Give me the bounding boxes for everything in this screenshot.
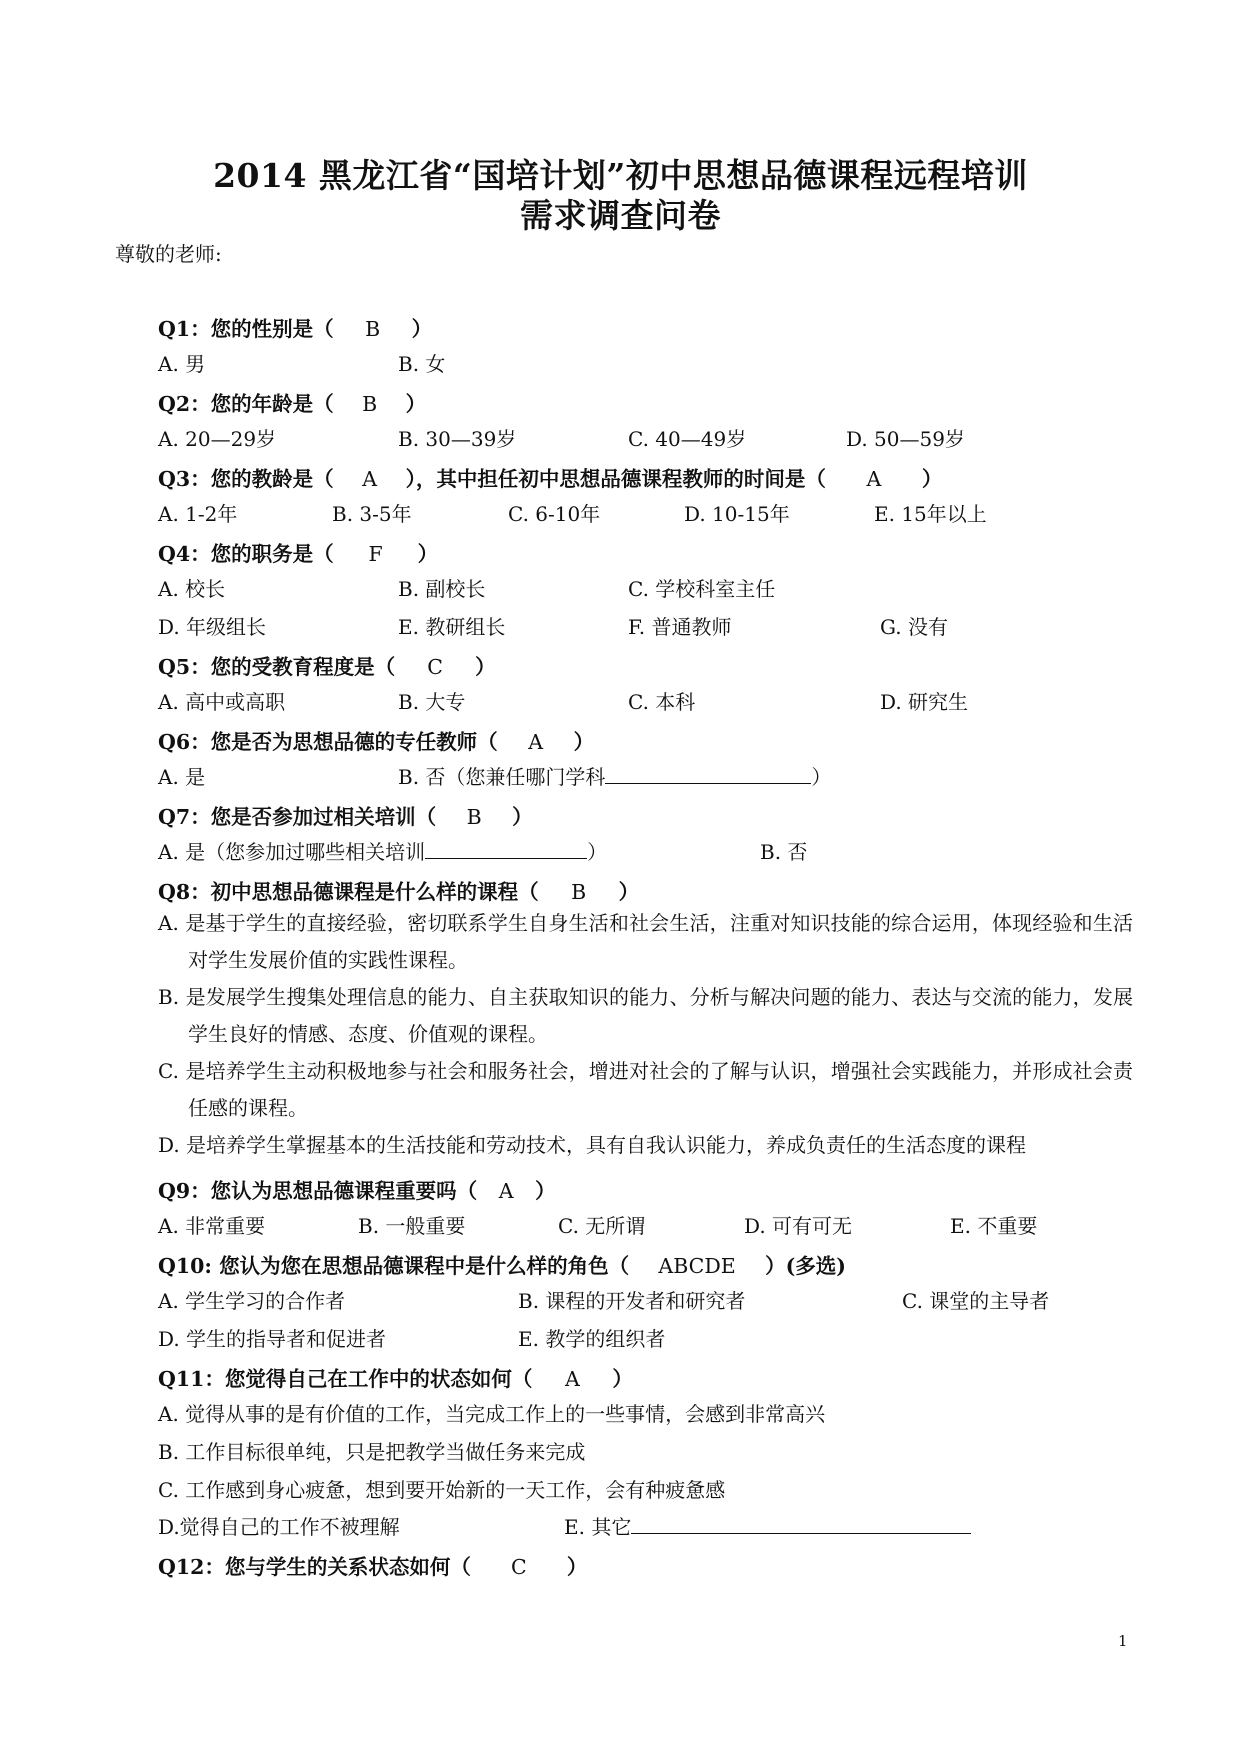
other-fill-blank[interactable]	[631, 1511, 971, 1534]
option-b: B. 3-5年	[332, 502, 412, 526]
question-7-options	[158, 836, 1158, 866]
option-e: E. 15年以上	[874, 502, 987, 526]
answer-value: B	[362, 392, 378, 416]
option-e	[564, 1511, 971, 1540]
question-close: ）(多选)	[765, 1254, 846, 1278]
question-9-options	[158, 1210, 1158, 1240]
question-text: Q2：您的年龄是（	[158, 392, 334, 416]
option-f: F. 普通教师	[628, 615, 732, 639]
question-text: Q3：您的教龄是（	[158, 467, 334, 491]
option-a-close: ）	[587, 840, 608, 864]
option-b: B. 女	[398, 352, 446, 376]
answer-value: A	[564, 1367, 580, 1391]
option-d: D. 10-15年	[684, 502, 790, 526]
option-d: D.觉得自己的工作不被理解	[158, 1515, 400, 1539]
question-close: ）	[921, 467, 943, 491]
question-text: Q1：您的性别是（	[158, 317, 334, 341]
option-b: B. 课程的开发者和研究者	[518, 1289, 746, 1313]
option-a-text: A. 是（您参加过哪些相关培训	[158, 840, 426, 864]
question-close: ）	[475, 655, 496, 679]
option-d: D. 50—59岁	[846, 427, 965, 451]
option-b: B. 30—39岁	[398, 427, 517, 451]
question-8-options	[158, 905, 1133, 1164]
question-close: ）	[618, 880, 640, 904]
question-4	[158, 537, 438, 567]
question-10-options-row-1	[158, 1285, 1158, 1315]
question-close: ）	[411, 317, 433, 341]
training-fill-blank[interactable]	[425, 836, 587, 859]
option-d: D. 年级组长	[158, 615, 267, 639]
option-e-text: E. 其它	[564, 1515, 632, 1539]
option-a: A. 觉得从事的是有价值的工作，当完成工作上的一些事情，会感到非常高兴	[158, 1402, 826, 1426]
question-text-continued: ），其中担任初中思想品德课程教师的时间是（	[405, 467, 826, 491]
option-a: A. 学生学习的合作者	[158, 1289, 346, 1313]
answer-value: ABCDE	[658, 1254, 736, 1278]
question-11-options-row-4	[158, 1511, 1158, 1541]
question-text: Q11：您觉得自己在工作中的状态如何（	[158, 1367, 533, 1391]
question-1-options	[158, 348, 1158, 378]
question-8	[158, 875, 639, 905]
answer-value: C	[511, 1555, 527, 1579]
option-e: E. 教学的组织者	[518, 1327, 666, 1351]
page-number: 1	[1118, 1632, 1128, 1650]
option-a: A. 男	[158, 352, 206, 376]
question-11-option-a-row	[158, 1398, 1158, 1428]
option-a: A. 高中或高职	[158, 690, 286, 714]
answer-value: C	[427, 655, 443, 679]
salutation: 尊敬的老师:	[115, 242, 222, 266]
option-c: C. 课堂的主导者	[902, 1289, 1050, 1313]
option-d: D. 研究生	[880, 690, 969, 714]
answer-value: B	[365, 317, 381, 341]
question-12	[158, 1550, 587, 1580]
question-7	[158, 800, 533, 830]
question-2-options	[158, 423, 1158, 453]
question-10-options-row-2	[158, 1323, 1158, 1353]
question-text: Q5：您的受教育程度是（	[158, 655, 396, 679]
question-close: ）	[405, 392, 427, 416]
option-a: A. 是	[158, 765, 206, 789]
question-6	[158, 725, 594, 755]
option-b: B. 一般重要	[358, 1214, 466, 1238]
question-6-options	[158, 761, 1158, 791]
option-c: C. 工作感到身心疲惫，想到要开始新的一天工作，会有种疲惫感	[158, 1478, 726, 1502]
option-b: B. 副校长	[398, 577, 486, 601]
option-d: D. 是培养学生掌握基本的生活技能和劳动技术，具有自我认识能力，养成负责任的生活态度的课程	[158, 1133, 1027, 1157]
option-c: C. 本科	[628, 690, 696, 714]
question-11-option-c-row	[158, 1474, 1158, 1504]
option-a: A. 是基于学生的直接经验，密切联系学生自身生活和社会生活，注重对知识技能的综合运用，体现经验和生活对学生发展价值的实践性课程。	[158, 911, 1133, 972]
answer-value-2: A	[866, 467, 882, 491]
answer-value: B	[466, 805, 482, 829]
option-b: B. 否	[760, 840, 808, 864]
option-c: C. 学校科室主任	[628, 577, 776, 601]
question-text: Q8：初中思想品德课程是什么样的课程（	[158, 880, 539, 904]
question-5	[158, 650, 496, 680]
option-b-close: ）	[811, 765, 832, 789]
option-e: E. 教研组长	[398, 615, 506, 639]
option-a: A. 校长	[158, 577, 226, 601]
option-b-text: B. 否（您兼任哪门学科	[398, 765, 606, 789]
question-3	[158, 462, 942, 492]
question-4-options-row-1	[158, 573, 1158, 603]
question-3-options	[158, 498, 1158, 528]
option-e: E. 不重要	[950, 1214, 1038, 1238]
subject-fill-blank[interactable]	[605, 761, 811, 784]
option-d: D. 可有可无	[744, 1214, 853, 1238]
question-close: ）	[612, 1367, 633, 1391]
document-title-line-2: 需求调查问卷	[520, 196, 721, 235]
question-4-options-row-2	[158, 611, 1158, 641]
option-c: C. 无所谓	[558, 1214, 646, 1238]
question-text: Q10: 您认为您在思想品德课程中是什么样的角色（	[158, 1254, 630, 1278]
answer-value: A	[498, 1179, 514, 1203]
answer-value: A	[528, 730, 544, 754]
option-a	[158, 836, 607, 865]
question-1	[158, 312, 432, 342]
question-close: ）	[535, 1179, 556, 1203]
answer-value: F	[368, 542, 383, 566]
question-11-option-b-row	[158, 1436, 1158, 1466]
option-b: B. 是发展学生搜集处理信息的能力、自主获取知识的能力、分析与解决问题的能力、表达与交流的能力，发展学生良好的情感、态度、价值观的课程。	[158, 985, 1133, 1046]
question-close: ）	[573, 730, 595, 754]
option-a: A. 非常重要	[158, 1214, 266, 1238]
option-a: A. 20—29岁	[158, 427, 277, 451]
option-d: D. 学生的指导者和促进者	[158, 1327, 387, 1351]
answer-value: B	[571, 880, 587, 904]
question-text: Q9：您认为思想品德课程重要吗（	[158, 1179, 478, 1203]
question-11	[158, 1362, 633, 1392]
question-text: Q12：您与学生的关系状态如何（	[158, 1555, 471, 1579]
question-close: ）	[417, 542, 439, 566]
option-g: G. 没有	[880, 615, 948, 639]
option-c: C. 40—49岁	[628, 427, 747, 451]
option-b	[398, 761, 831, 790]
document-title-line-1: 2014 黑龙江省“国培计划”初中思想品德课程远程培训	[213, 156, 1028, 195]
option-c: C. 是培养学生主动积极地参与社会和服务社会，增进对社会的了解与认识，增强社会实践能力，并形成社会责任感的课程。	[158, 1059, 1133, 1120]
question-9	[158, 1174, 556, 1204]
question-text: Q7：您是否参加过相关培训（	[158, 805, 437, 829]
question-close: ）	[512, 805, 533, 829]
question-text: Q6：您是否为思想品德的专任教师（	[158, 730, 498, 754]
question-text: Q4：您的职务是（	[158, 542, 334, 566]
question-5-options	[158, 686, 1158, 716]
option-b: B. 大专	[398, 690, 466, 714]
question-close: ）	[566, 1555, 588, 1579]
option-c: C. 6-10年	[508, 502, 601, 526]
answer-value: A	[362, 467, 378, 491]
option-b: B. 工作目标很单纯，只是把教学当做任务来完成	[158, 1440, 586, 1464]
question-10	[158, 1249, 846, 1279]
question-2	[158, 387, 426, 417]
option-a: A. 1-2年	[158, 502, 238, 526]
